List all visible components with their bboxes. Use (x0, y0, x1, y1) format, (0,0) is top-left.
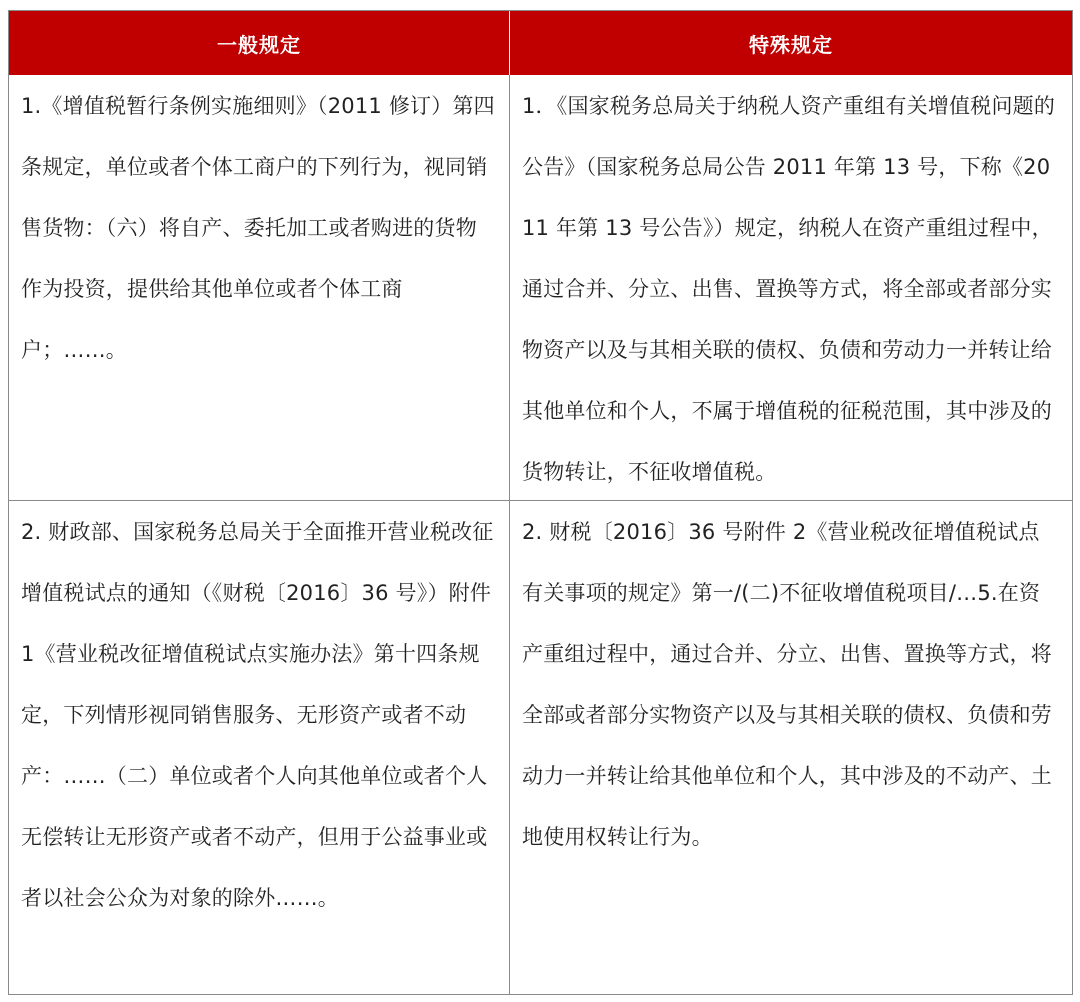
comparison-table (8, 10, 1073, 995)
row-2-general-cell: 2. 财政部、国家税务总局关于全面推开营业税改征增值税试点的通知（《财税〔2016〕36 号》）附件 1《营业税改征增值税试点实施办法》第十四条规定，下列情形视同销售服务、无形资产或者不动产：……（二）单位或者个人向其他单位或者个人无偿转让无形资产或者不动产，但用于公益事业或者以社会公众为对象的除外……。 (9, 501, 510, 994)
row-1-general-cell: 1.《增值税暂行条例实施细则》（2011 修订）第四条规定，单位或者个体工商户的下列行为，视同销售货物：（六）将自产、委托加工或者购进的货物作为投资，提供给其他单位或者个体工商户；……。 (9, 75, 510, 501)
header-general-rules: 一般规定 (9, 11, 510, 75)
header-special-rules: 特殊规定 (510, 11, 1072, 75)
row-1-special-cell: 1．《国家税务总局关于纳税人资产重组有关增值税问题的公告》（国家税务总局公告 2011 年第 13 号，下称《2011 年第 13 号公告》）规定，纳税人在资产重组过程中，通过合并、分立、出售、置换等方式，将全部或者部分实物资产以及与其相关联的债权、负债和劳动力一并转让给其他单位和个人，不属于增值税的征税范围，其中涉及的货物转让，不征收增值税。 (510, 75, 1072, 501)
row-2-special-cell: 2. 财税〔2016〕36 号附件 2《营业税改征增值税试点有关事项的规定》第一/(二)不征收增值税项目/…5.在资产重组过程中，通过合并、分立、出售、置换等方式，将全部或者部分实物资产以及与其相关联的债权、负债和劳动力一并转让给其他单位和个人，其中涉及的不动产、土地使用权转让行为。 (522, 520, 1052, 849)
